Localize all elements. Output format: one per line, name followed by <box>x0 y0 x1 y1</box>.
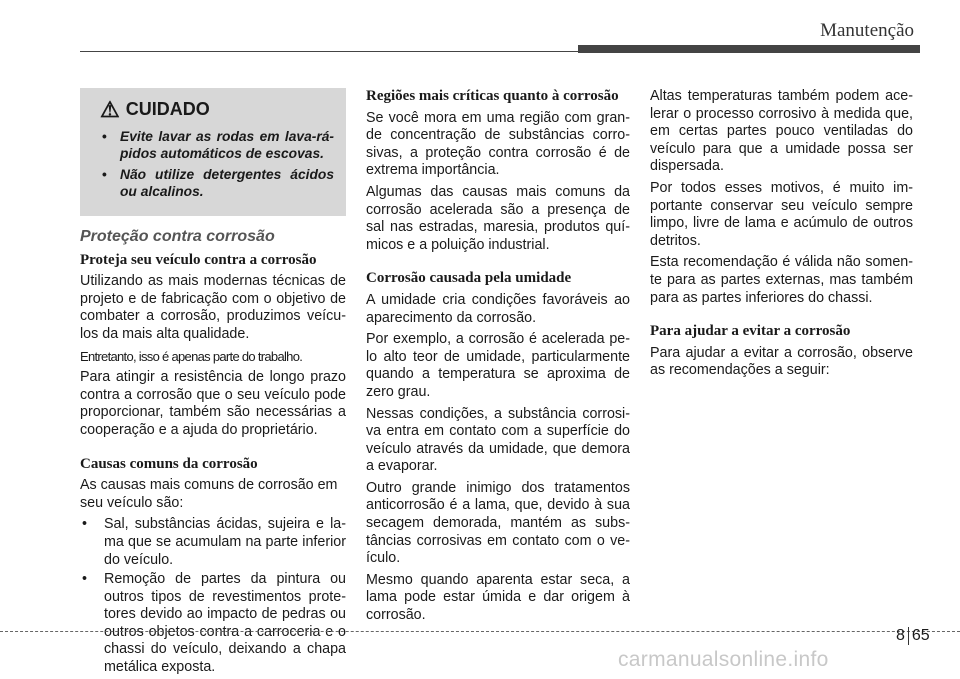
paragraph: Por todos esses motivos, é muito im-portante conservar seu veículo sempre limpo, livre de lama e acúmulo de outros detritos. <box>650 179 913 249</box>
paragraph: Para atingir a resistência de longo prazo contra a corrosão que o seu veículo pode proporcionar, também são necessárias a cooperação e a ajuda do proprietário. <box>80 369 346 438</box>
paragraph: Esta recomendação é válida não somen-te para as partes externas, mas também para as partes inferiores do chassi. <box>650 254 913 306</box>
paragraph: A umidade cria condições favoráveis ao aparecimento da corrosão. <box>366 291 630 326</box>
heading-ajudar: Para ajudar a evitar a corrosão <box>650 323 851 340</box>
column-2 <box>366 88 630 629</box>
section-title-protecao: Proteção contra corrosão <box>80 228 275 245</box>
caution-list <box>92 128 334 200</box>
caution-box <box>80 88 346 216</box>
heading-regioes: Regiões mais críticas quanto à corrosão <box>366 88 619 104</box>
header-bar <box>578 45 920 53</box>
list-item: • Sal, substâncias ácidas, sujeira e la-ma que se acumulam na parte inferior do veículo. <box>80 516 346 569</box>
header-rule <box>80 51 580 52</box>
watermark: carmanualsonline.info <box>618 648 829 671</box>
column-1 <box>80 88 346 679</box>
warning-triangle-icon: ⚠ <box>100 97 120 122</box>
paragraph: Mesmo quando aparenta estar seca, a lama pode estar úmida e dar origem à corrosão. <box>366 571 630 624</box>
paragraph: Utilizando as mais modernas técnicas de projeto e de fabricação com o objetivo de combater a corrosão, produzimos veícu-los da mais alta qualidade. <box>80 273 346 342</box>
heading-causas: Causas comuns da corrosão <box>80 455 258 472</box>
heading-proteja: Proteja seu veículo contra a corrosão <box>80 251 317 268</box>
paragraph: Entretanto, isso é apenas parte do trabalho. <box>80 348 303 364</box>
paragraph: Outro grande inimigo dos tratamentos anticorrosão é a lama, que, devido à sua secagem demorada, mantém as subs-tâncias corrosivas em contato com o ve-ículo. <box>366 479 630 567</box>
causas-list <box>80 516 346 676</box>
heading-umidade: Corrosão causada pela umidade <box>366 270 572 287</box>
caution-title-text: CUIDADO <box>125 99 210 120</box>
paragraph: Altas temperaturas também podem ace-lerar o processo corrosivo à medida que, em certas partes pouco ventiladas do veículo para que a umidade possa ser dispersada. <box>650 88 913 175</box>
paragraph: Algumas das causas mais comuns da corrosão acelerada são a presença de sal nas estradas, maresia, produtos quí-micos e a poluição industrial. <box>366 183 630 253</box>
footer-rule <box>0 631 960 632</box>
paragraph: Por exemplo, a corrosão é acelerada pe-lo alto teor de umidade, particularmente quando a temperatura se aproxima de zero grau. <box>366 331 630 400</box>
paragraph: Para ajudar a evitar a corrosão, observe as recomendações a seguir: <box>650 344 913 379</box>
page-number-separator <box>908 627 909 645</box>
paragraph: Se você mora em uma região com gran-de concentração de substâncias corro-sivas, a proteção contra corrosão é de extrema importância. <box>366 109 630 179</box>
page-number-value: 65 <box>911 627 930 645</box>
paragraph: As causas mais comuns de corrosão em seu veículo são: <box>80 477 338 511</box>
caution-title <box>100 97 334 122</box>
page-header-title: Manutenção <box>820 20 914 41</box>
chapter-number: 8 <box>896 627 905 645</box>
caution-item: • Não utilize detergentes ácidos ou alcalinos. <box>92 166 334 200</box>
column-3 <box>650 88 913 384</box>
paragraph: Nessas condições, a substância corrosi-va entra em contato com a superfície do veículo através da umidade, que demora a evaporar. <box>366 405 630 475</box>
list-item: • Remoção de partes da pintura ou outros tipos de revestimentos prote-tores devido ao impacto de pedras ou outros objetos contra a carroceria e o chassi do veículo, deixando a chapa metálica exposta. <box>80 571 346 677</box>
caution-item: • Evite lavar as rodas em lava-rá-pidos automáticos de escovas. <box>92 128 334 162</box>
page-number <box>896 627 930 645</box>
